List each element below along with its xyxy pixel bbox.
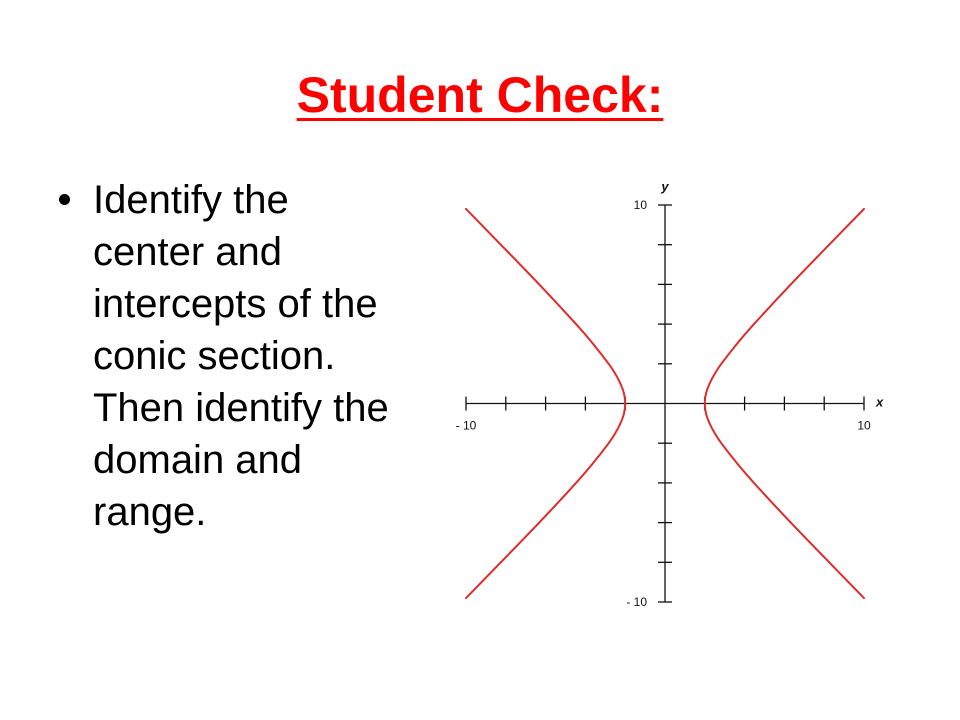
bullet-icon [59,194,70,205]
slide-title: Student Check: [296,67,664,123]
x-axis-label: x [876,394,884,410]
y-tick-label: - 10 [626,595,647,609]
hyperbola-graph [440,170,910,620]
x-tick-label: - 10 [455,418,477,433]
bullet-text: Identify the center and intercepts of the conic section. Then identify the domain and range. [93,178,389,534]
x-tick-label: 10 [857,418,871,433]
y-axis-label: y [661,179,669,194]
y-tick-label: 10 [633,198,647,212]
